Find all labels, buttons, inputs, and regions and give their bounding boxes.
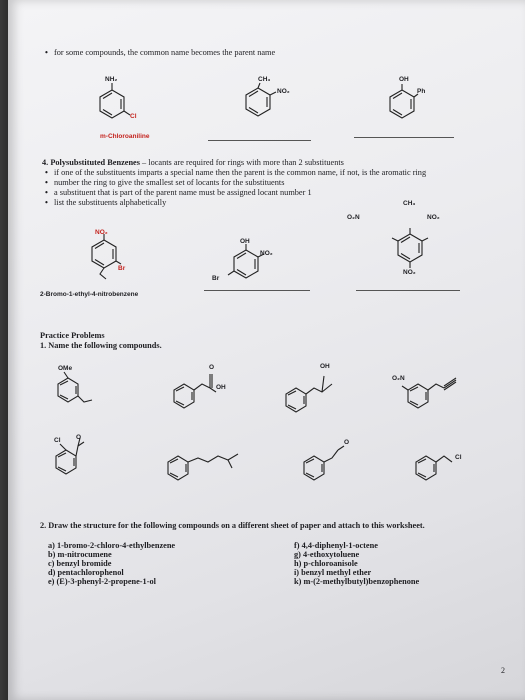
label-o: O <box>344 439 350 446</box>
label-br: Br <box>212 275 220 282</box>
section-4-heading-rest: – locants are required for rings with more than 2 substituents <box>139 158 344 167</box>
label-no2-red: NO₂ <box>95 229 108 236</box>
label-oh: OH <box>240 238 250 245</box>
practice-title: Practice Problems <box>40 331 105 340</box>
question-2: 2. Draw the structure for the following compounds on a different sheet of paper and attach to this worksheet. <box>40 521 425 530</box>
label-no2: NO₂ <box>277 88 290 95</box>
compound-name-bromo-ethyl-nitrobenzene: 2-Bromo-1-ethyl-4-nitrobenzene <box>40 291 139 298</box>
label-ch3: CH₃ <box>403 200 416 207</box>
intro-bullet-text: for some compounds, the common name becomes the parent name <box>54 48 276 57</box>
label-o2n: O₂N <box>347 214 360 221</box>
page-number: 2 <box>501 666 505 675</box>
practice-structure-8 <box>406 442 476 492</box>
label-cl: Cl <box>455 454 462 461</box>
benzene-ring-5 <box>222 240 272 290</box>
q2-item: d) pentachlorophenol <box>48 568 124 577</box>
section-4-title: Polysubstituted Benzenes <box>50 158 140 167</box>
q2-item: i) benzyl methyl ether <box>294 568 372 577</box>
section-4-bullet: • if one of the substituents imparts a special name then the parent is the common name, if not, is the aromatic ring <box>54 168 426 178</box>
practice-structure-2 <box>164 370 224 420</box>
label-no2: NO₂ <box>427 214 440 221</box>
q2-item: f) 4,4-diphenyl-1-octene <box>294 541 378 550</box>
label-ph: Ph <box>417 88 426 95</box>
compound-name-m-chloroaniline: m-Chloroaniline <box>100 133 150 140</box>
practice-structure-6 <box>158 448 248 488</box>
section-4-bullet: • number the ring to give the smallest set of locants for the substituents <box>54 178 284 188</box>
label-o2n: O₂N <box>392 375 405 382</box>
intro-bullet <box>54 48 275 58</box>
q2-item: e) (E)-3-phenyl-2-propene-1-ol <box>48 577 156 586</box>
answer-line-2[interactable] <box>354 137 454 138</box>
q2-item: c) benzyl bromide <box>48 559 112 568</box>
q2-item: b) m-nitrocumene <box>48 550 112 559</box>
section-4-bullet: • a substituent that is part of the parent name must be assigned locant number 1 <box>54 188 312 198</box>
label-oh: OH <box>399 76 409 83</box>
q2-item: h) p-chloroanisole <box>294 559 358 568</box>
benzene-ring-6 <box>380 222 440 272</box>
label-o: O <box>209 364 215 371</box>
practice-structure-1 <box>48 368 98 418</box>
practice-structure-7 <box>294 440 364 490</box>
label-oh: OH <box>320 363 330 370</box>
section-4-number: 4. <box>42 158 49 167</box>
answer-line-4[interactable] <box>356 290 460 291</box>
section-4-bullet: • list the substituents alphabetically <box>54 198 166 208</box>
worksheet-page <box>8 0 525 700</box>
q2-item: k) m-(2-methylbutyl)benzophenone <box>294 577 420 586</box>
label-nh2: NH₂ <box>105 76 118 83</box>
practice-question-1: 1. Name the following compounds. <box>40 341 162 350</box>
q2-item: a) 1-bromo-2-chloro-4-ethylbenzene <box>48 541 176 550</box>
practice-structure-3 <box>276 370 346 420</box>
label-o: O <box>76 434 82 441</box>
label-oh: OH <box>216 384 226 391</box>
section-4-heading <box>42 158 344 168</box>
label-no2: NO₂ <box>260 250 273 257</box>
label-br-red: Br <box>118 265 126 272</box>
benzene-ring-2 <box>236 82 280 122</box>
answer-line-1[interactable] <box>208 140 311 141</box>
label-ch3: CH₃ <box>258 76 271 83</box>
label-no2-bottom: NO₂ <box>403 269 416 276</box>
label-ome: OMe <box>58 365 73 372</box>
benzene-ring-1 <box>92 82 132 132</box>
label-cl: Cl <box>130 113 137 120</box>
label-cl: Cl <box>54 437 61 444</box>
answer-line-3[interactable] <box>204 290 310 291</box>
q2-item: g) 4-ethoxytoluene <box>294 550 360 559</box>
